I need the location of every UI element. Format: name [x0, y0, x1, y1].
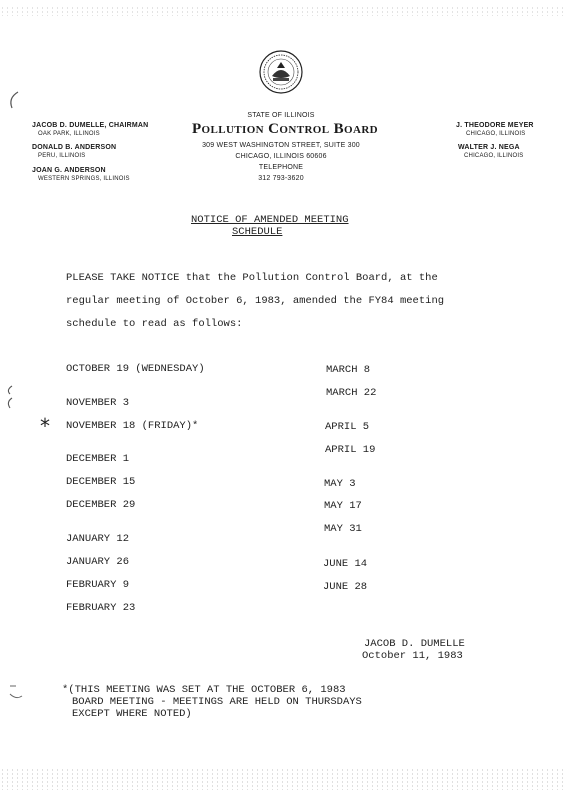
member-place: WESTERN SPRINGS, ILLINOIS — [38, 176, 130, 182]
board-city: CHICAGO, ILLINOIS 60606 — [235, 153, 327, 160]
meeting-date: MARCH 8 — [326, 364, 371, 376]
member-name: DONALD B. ANDERSON — [32, 144, 117, 151]
scan-noise-bottom — [0, 768, 566, 790]
meeting-date: DECEMBER 15 — [66, 476, 136, 488]
member-name: JACOB D. DUMELLE, CHAIRMAN — [32, 122, 149, 129]
state-label: STATE OF ILLINOIS — [247, 112, 315, 119]
footnote-line: BOARD MEETING - MEETINGS ARE HELD ON THURSDAYS — [72, 696, 362, 708]
meeting-date: MAY 31 — [324, 523, 362, 535]
member-place: PERU, ILLINOIS — [38, 153, 86, 159]
margin-mark-icon — [4, 384, 14, 410]
meeting-date: MAY 17 — [324, 500, 362, 512]
notice-title: NOTICE OF AMENDED MEETING — [191, 214, 349, 226]
illinois-seal-icon — [259, 50, 303, 94]
board-title: Pollution Control Board — [191, 121, 379, 137]
meeting-date: MAY 3 — [324, 478, 356, 490]
member-place: OAK PARK, ILLINOIS — [38, 131, 100, 137]
meeting-date: NOVEMBER 3 — [66, 397, 130, 409]
member-place: CHICAGO, ILLINOIS — [464, 153, 524, 159]
footnote-line: EXCEPT WHERE NOTED) — [72, 708, 192, 720]
member-name: J. THEODORE MEYER — [456, 122, 534, 129]
meeting-date: DECEMBER 1 — [66, 453, 130, 465]
signature-name: JACOB D. DUMELLE — [364, 638, 465, 650]
board-phone: 312 793-3620 — [258, 175, 304, 182]
notice-body-line: PLEASE TAKE NOTICE that the Pollution Control Board, at the — [66, 272, 438, 284]
handwritten-asterisk-icon: * — [40, 414, 50, 438]
member-place: CHICAGO, ILLINOIS — [466, 131, 526, 137]
scan-noise-top — [0, 6, 566, 16]
board-address: 309 WEST WASHINGTON STREET, SUITE 300 — [202, 142, 360, 149]
meeting-date: APRIL 5 — [325, 421, 370, 433]
member-name: WALTER J. NEGA — [458, 144, 520, 151]
meeting-date: JANUARY 12 — [66, 533, 130, 545]
telephone-label: TELEPHONE — [258, 164, 304, 171]
signature-date: October 11, 1983 — [362, 650, 463, 662]
notice-body-line: regular meeting of October 6, 1983, amended the FY84 meeting — [66, 295, 445, 307]
meeting-date: JANUARY 26 — [66, 556, 130, 568]
meeting-date: OCTOBER 19 (WEDNESDAY) — [66, 363, 205, 375]
member-name: JOAN G. ANDERSON — [32, 167, 106, 174]
notice-title-line-2: SCHEDULE — [232, 226, 283, 238]
meeting-date: FEBRUARY 23 — [66, 602, 136, 614]
notice-body-line: schedule to read as follows: — [66, 318, 243, 330]
meeting-date: JUNE 14 — [323, 558, 368, 570]
meeting-date: APRIL 19 — [325, 444, 376, 456]
meeting-date: MARCH 22 — [326, 387, 377, 399]
footnote-line: *(THIS MEETING WAS SET AT THE OCTOBER 6, 1983 — [62, 684, 346, 696]
meeting-date: NOVEMBER 18 (FRIDAY)* — [66, 420, 199, 432]
meeting-date: FEBRUARY 9 — [66, 579, 130, 591]
margin-mark-icon — [6, 90, 20, 110]
margin-mark-icon — [6, 680, 26, 706]
meeting-date: JUNE 28 — [323, 581, 368, 593]
meeting-date: DECEMBER 29 — [66, 499, 136, 511]
